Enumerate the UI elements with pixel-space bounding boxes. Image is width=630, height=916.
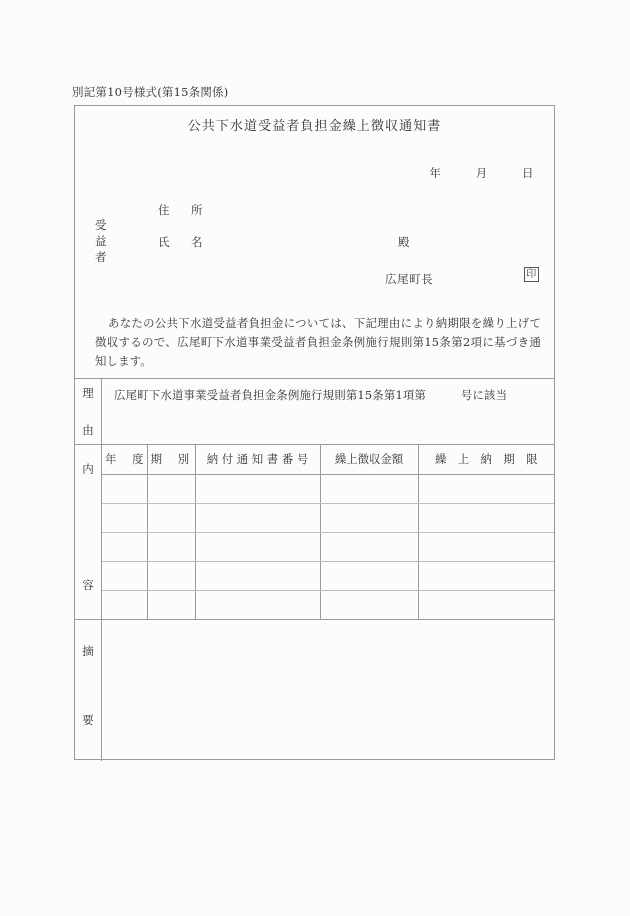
table-cell[interactable] — [195, 561, 320, 590]
content-label-char-1: 内 — [82, 462, 94, 476]
recipient-group-label: 受益者 — [95, 218, 107, 264]
column-header-payment-notice-number: 納 付 通 知 書 番 号 — [195, 445, 320, 474]
date-line — [429, 165, 534, 181]
table-cell[interactable] — [195, 474, 320, 503]
recipient-name-row — [158, 233, 488, 265]
form-code-label: 別記第10号様式(第15条関係) — [72, 85, 229, 99]
table-cell[interactable] — [147, 503, 195, 532]
table-cell[interactable] — [320, 532, 418, 561]
form-header-region — [75, 106, 554, 378]
column-header-advance-payment-deadline: 繰 上 納 期 限 — [418, 445, 554, 474]
table-row — [102, 590, 554, 619]
remarks-label-char-2: 要 — [82, 713, 94, 727]
remarks-section-label — [75, 620, 102, 761]
seal-icon: 印 — [524, 267, 539, 282]
table-cell[interactable] — [195, 503, 320, 532]
table-cell[interactable] — [320, 561, 418, 590]
notice-body-text: あなたの公共下水道受益者負担金については、下記理由により納期限を繰り上げて徴収するので、広尾町下水道事業受益者負担金条例施行規則第15条第2項に基づき通知します。 — [95, 316, 541, 368]
table-cell[interactable] — [147, 532, 195, 561]
document-title: 公共下水道受益者負担金繰上徴収通知書 — [187, 119, 442, 134]
table-cell[interactable] — [418, 503, 554, 532]
date-month-label: 月 — [475, 166, 488, 180]
reason-section-body[interactable] — [102, 379, 554, 444]
content-label-char-2: 容 — [82, 578, 94, 592]
recipient-honorific: 殿 — [398, 235, 410, 249]
table-row — [102, 474, 554, 503]
recipient-fields — [158, 201, 488, 265]
content-section — [75, 444, 554, 619]
table-row — [102, 503, 554, 532]
table-row — [102, 561, 554, 590]
table-cell[interactable] — [147, 474, 195, 503]
table-cell[interactable] — [418, 532, 554, 561]
recipient-address-label: 住 所 — [158, 203, 208, 217]
column-header-term: 期 別 — [147, 445, 195, 474]
issuer-name: 広尾町長 — [385, 272, 434, 286]
content-table-header-row — [102, 445, 554, 474]
table-cell[interactable] — [195, 532, 320, 561]
table-cell[interactable] — [320, 503, 418, 532]
table-cell[interactable] — [102, 532, 147, 561]
remarks-label-char-1: 摘 — [82, 644, 94, 658]
table-cell[interactable] — [418, 474, 554, 503]
column-header-advance-collection-amount: 繰上徴収金額 — [320, 445, 418, 474]
date-year-label: 年 — [429, 166, 442, 180]
remarks-section — [75, 619, 554, 761]
reason-label-char-2: 由 — [82, 423, 94, 437]
table-cell[interactable] — [147, 561, 195, 590]
remarks-section-body[interactable] — [102, 620, 554, 761]
content-table — [102, 445, 554, 619]
reason-text: 広尾町下水道事業受益者負担金条例施行規則第15条第1項第 号に該当 — [114, 388, 508, 402]
reason-section — [75, 378, 554, 444]
table-cell[interactable] — [102, 474, 147, 503]
table-cell[interactable] — [102, 503, 147, 532]
table-cell[interactable] — [102, 590, 147, 619]
table-cell[interactable] — [320, 474, 418, 503]
table-cell[interactable] — [320, 590, 418, 619]
content-section-body — [102, 445, 554, 619]
table-cell[interactable] — [102, 561, 147, 590]
table-row — [102, 532, 554, 561]
content-section-label — [75, 445, 102, 619]
table-cell[interactable] — [418, 590, 554, 619]
form-outer-frame — [74, 105, 555, 760]
issuer-block — [385, 271, 535, 287]
recipient-address-row — [158, 201, 488, 233]
reason-section-label — [75, 379, 102, 444]
table-cell[interactable] — [418, 561, 554, 590]
content-table-body — [102, 474, 554, 619]
content-table-head — [102, 445, 554, 474]
reason-label-char-1: 理 — [82, 386, 94, 400]
table-cell[interactable] — [195, 590, 320, 619]
column-header-fiscal-year: 年 度 — [102, 445, 147, 474]
table-cell[interactable] — [147, 590, 195, 619]
date-day-label: 日 — [522, 166, 534, 180]
recipient-name-label: 氏 名 — [158, 235, 208, 249]
